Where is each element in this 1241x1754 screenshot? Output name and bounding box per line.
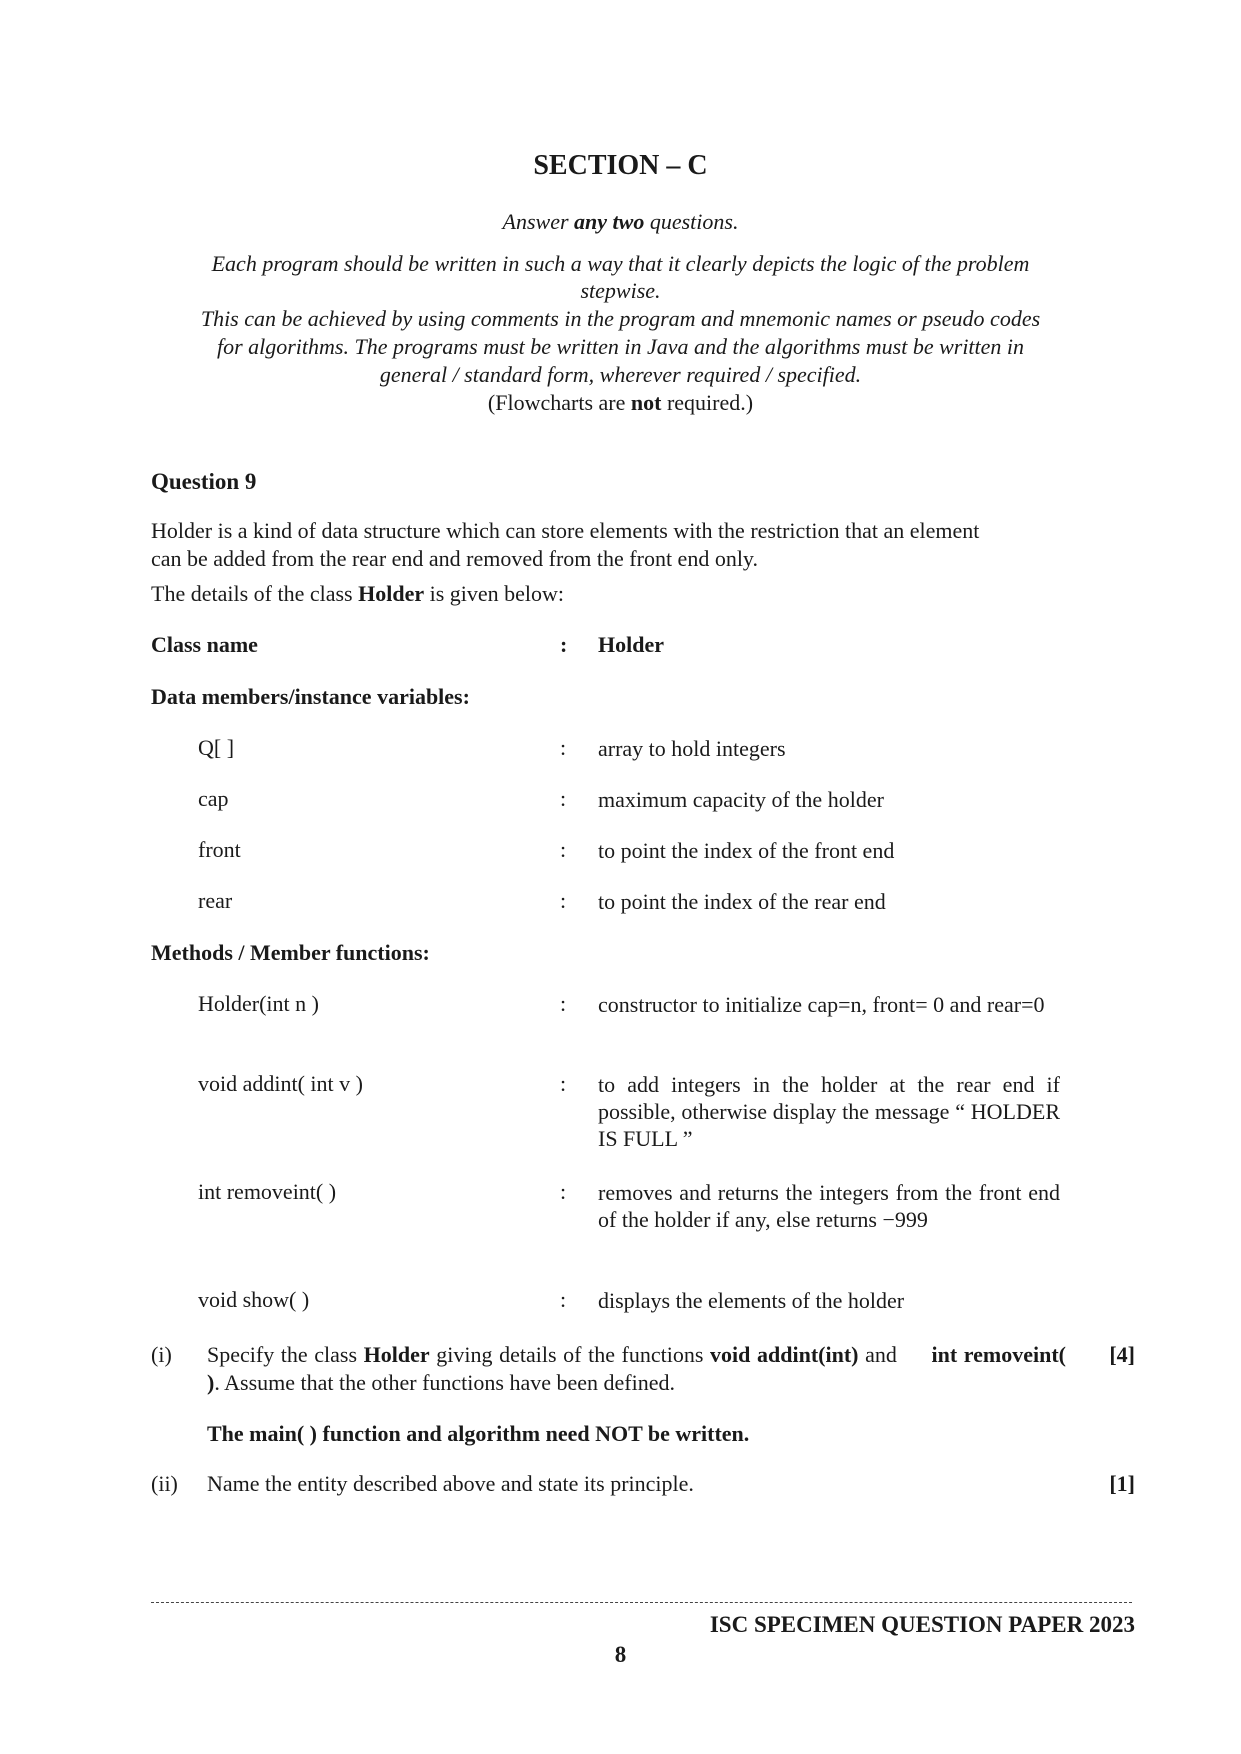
intro-line-2: can be added from the rear end and removed from the front end only. (151, 546, 758, 571)
colon: : (560, 991, 567, 1016)
instruction-line-1: Each program should be written in such a way that it clearly depicts the logic of the problem (211, 251, 1030, 276)
instruction-line-4: for algorithms. The programs must be written in Java and the algorithms must be written in (216, 334, 1025, 359)
question-heading: Question 9 (151, 469, 257, 494)
answer-instruction: Answer any two questions. (502, 209, 739, 234)
part-i-note: The main( ) function and algorithm need NOT be written. (207, 1421, 750, 1446)
instruction-line-2: stepwise. (580, 278, 661, 303)
method-desc: removes and returns the integers from the front end of the holder if any, else returns −999 (598, 1180, 1060, 1232)
colon: : (560, 1179, 567, 1204)
part-i-marks: [4] (1109, 1342, 1135, 1367)
member-name: front (198, 837, 241, 862)
colon: : (560, 1071, 567, 1096)
class-name-value: Holder (598, 632, 664, 657)
colon: : (560, 632, 568, 657)
class-name-label: Class name (151, 632, 258, 657)
member-desc: array to hold integers (598, 736, 786, 761)
part-ii-marks: [1] (1109, 1471, 1135, 1496)
colon: : (560, 837, 567, 862)
part-i-number: (i) (151, 1342, 172, 1367)
footer-divider (151, 1602, 1132, 1603)
method-desc: constructor to initialize cap=n, front= 0 and rear=0 (598, 992, 1045, 1017)
member-desc: to point the index of the rear end (598, 889, 886, 914)
part-i-text: Specify the class Holder giving details of the functions void addint(int) and int removeint( ). Assume that the other functions have been defined. (207, 1342, 1066, 1395)
colon: : (560, 786, 567, 811)
colon: : (560, 888, 567, 913)
instruction-line-3: This can be achieved by using comments in the program and mnemonic names or pseudo codes (200, 306, 1041, 331)
member-name: rear (198, 888, 233, 913)
colon: : (560, 735, 567, 760)
method-name: void show( ) (198, 1287, 310, 1312)
member-name: cap (198, 786, 229, 811)
part-ii-text: Name the entity described above and state its principle. (207, 1471, 694, 1496)
footer-paper-title: ISC SPECIMEN QUESTION PAPER 2023 (709, 1612, 1135, 1637)
member-name: Q[ ] (198, 735, 235, 760)
data-members-heading: Data members/instance variables: (151, 684, 470, 709)
method-name: Holder(int n ) (198, 991, 319, 1016)
instruction-line-5: general / standard form, wherever required / specified. (379, 362, 862, 387)
member-desc: maximum capacity of the holder (598, 787, 884, 812)
method-name: void addint( int v ) (198, 1071, 363, 1096)
section-title: SECTION – C (533, 150, 708, 181)
method-desc: to add integers in the holder at the rear end if possible, otherwise display the message “ HOLDER IS FULL ” (598, 1072, 1060, 1151)
intro-line-1: Holder is a kind of data structure which can store elements with the restriction that an element (151, 518, 980, 543)
part-ii-number: (ii) (151, 1471, 178, 1496)
class-details-intro: The details of the class Holder is given below: (151, 581, 565, 606)
flowchart-note: (Flowcharts are not required.) (487, 390, 754, 415)
colon: : (560, 1287, 567, 1312)
method-name: int removeint( ) (198, 1179, 337, 1204)
methods-heading: Methods / Member functions: (151, 940, 430, 965)
page-number: 8 (614, 1642, 627, 1667)
method-desc: displays the elements of the holder (598, 1288, 905, 1313)
member-desc: to point the index of the front end (598, 838, 895, 863)
